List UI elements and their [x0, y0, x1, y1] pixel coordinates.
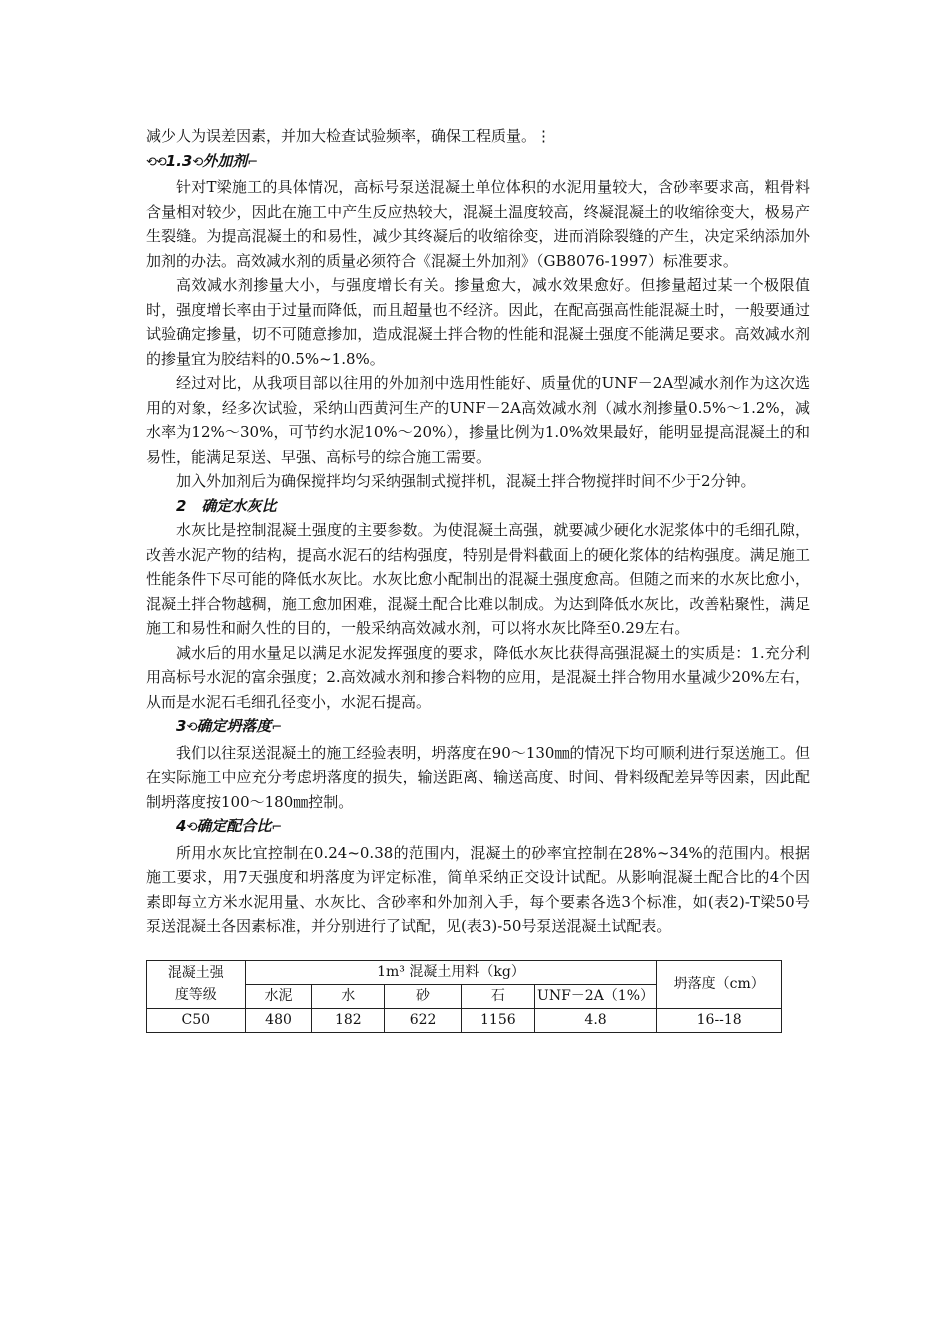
section-heading-1-3 [146, 149, 810, 176]
corner-mark-icon: ⌐ [247, 154, 258, 170]
corner-mark-icon: ⌐ [271, 820, 282, 835]
col-cement: 水泥 [245, 984, 312, 1008]
paragraph-water-reduction: 减水后的用水量足以满足水泥发挥强度的要求，降低水灰比获得高强混凝土的实质是：1.充分利用高标号水泥的富余强度；2.高效减水剂和掺合料物的应用，是混凝土拌合物用水量减少20%左右，从而是水泥石毛细孔径变小，水泥石提高。 [146, 643, 810, 711]
grade-header-cell: 混凝土强 度等级 [147, 960, 246, 1008]
section-heading-3 [146, 714, 810, 741]
paragraph-admixture-selection: 经过对比，从我项目部以往用的外加剂中选用性能好、质量优的UNF－2A型减水剂作为这次选用的对象，经多次试验，采纳山西黄河生产的UNF－2A高效减水剂（减水剂掺量0.5%～1.2%，减水率为12%～30%，可节约水泥10%～20%），掺量比例为1.0%效果最好，能明显提高混凝土的和易性，能满足泵送、早强、高标号的综合施工需要。 [146, 374, 810, 466]
paragraph-admixture-dosage: 高效减水剂掺量大小，与强度增长有关。掺量愈大，减水效果愈好。但掺量超过某一个极限值时，强度增长率由于过量而降低，而且超量也不经济。因此，在配高强高性能混凝土时，一般要通过试验确定掺量，切不可随意掺加，造成混凝土拌合物的性能和混凝土强度不能满足要求。高效减水剂的掺量宜为胶结料的0.5%~1.8%。 [146, 276, 810, 368]
document-body [146, 124, 810, 1033]
table-row [147, 1008, 782, 1032]
paragraph-mix-ratio: 所用水灰比宜控制在0.24~0.38的范围内，混凝土的砂率宜控制在28%~34%的范围内。根据施工要求，用7天强度和坍落度为评定标准，简单采纳正交设计试配。从影响混凝土配合比的4个因素即每立方米水泥用量、水灰比、含砂率和外加剂入手，每个要素各选3个标准，如(表2)-T梁50号泵送混凝土各因素标准，并分别进行了试配，见(表3)-50号泵送混凝土试配表。 [146, 843, 810, 935]
col-stone: 石 [461, 984, 534, 1008]
paragraph-admixture-intro: 针对T梁施工的具体情况，高标号泵送混凝土单位体积的水泥用量较大，含砂率要求高，粗骨料含量相对较少，因此在施工中产生反应热较大，混凝土温度较高，终凝混凝土的收缩徐变大，极易产生裂缝。为提高混凝土的和易性，减少其终凝后的收缩徐变，进而消除裂缝的产生，决定采纳添加外加剂的办法。高效减水剂的质量必须符合《混凝土外加剂》（GB8076-1997）标准要求。 [146, 178, 810, 270]
cell-cement: 480 [245, 1008, 312, 1032]
col-sand: 砂 [385, 984, 462, 1008]
section-heading-2: 2 确定水灰比 [176, 496, 277, 515]
heading-title: 确定坍落度 [196, 717, 272, 735]
cell-sand: 622 [385, 1008, 462, 1032]
slump-header-cell: 坍落度（cm） [657, 960, 782, 1008]
paragraph-continuation: 减少人为误差因素，并加大检查试验频率，确保工程质量。⋮ [146, 127, 552, 145]
col-admixture: UNF－2A（1%） [534, 984, 657, 1008]
scroll-mark-icon: ⟲ [186, 720, 197, 735]
table-header-row [147, 960, 782, 984]
materials-header-cell: 1m³ 混凝土用料（kg） [245, 960, 657, 984]
paragraph-slump: 我们以往泵送混凝土的施工经验表明，坍落度在90～130㎜的情况下均可顺利进行泵送施工。但在实际施工中应充分考虑坍落度的损失，输送距离、输送高度、时间、骨料级配差异等因素，因此配制坍落度按100～180㎜控制。 [146, 743, 810, 811]
mix-table [146, 960, 782, 1033]
scroll-mark-icon: ⟲⟲ [146, 154, 166, 170]
heading-number: 1.3 [165, 151, 193, 170]
cell-grade: C50 [147, 1008, 246, 1032]
scroll-mark-icon: ⟲ [186, 820, 197, 835]
heading-number: 4 [176, 817, 187, 835]
corner-mark-icon: ⌐ [271, 720, 282, 735]
section-heading-4 [146, 814, 810, 841]
heading-title: 确定配合比 [196, 817, 272, 835]
col-water: 水 [312, 984, 385, 1008]
cell-admixture: 4.8 [534, 1008, 657, 1032]
cell-stone: 1156 [461, 1008, 534, 1032]
cell-slump: 16--18 [657, 1008, 782, 1032]
cell-water: 182 [312, 1008, 385, 1032]
scroll-mark-icon: ⟲ [192, 154, 203, 170]
paragraph-water-cement-ratio: 水灰比是控制混凝土强度的主要参数。为使混凝土高强，就要减少硬化水泥浆体中的毛细孔隙，改善水泥产物的结构，提高水泥石的结构强度，特别是骨料截面上的硬化浆体的结构强度。满足施工性能条件下尽可能的降低水灰比。水灰比愈小配制出的混凝土强度愈高。但随之而来的水灰比愈小，混凝土拌合物越稠，施工愈加困难，混凝土配合比难以制成。为达到降低水灰比，改善粘聚性，满足施工和易性和耐久性的目的，一般采纳高效减水剂，可以将水灰比降至0.29左右。 [146, 521, 810, 637]
heading-number: 3 [176, 717, 187, 735]
paragraph-mixing: 加入外加剂后为确保搅拌均匀采纳强制式搅拌机，混凝土拌合物搅拌时间不少于2分钟。 [176, 472, 756, 490]
heading-title: 外加剂 [202, 151, 248, 170]
